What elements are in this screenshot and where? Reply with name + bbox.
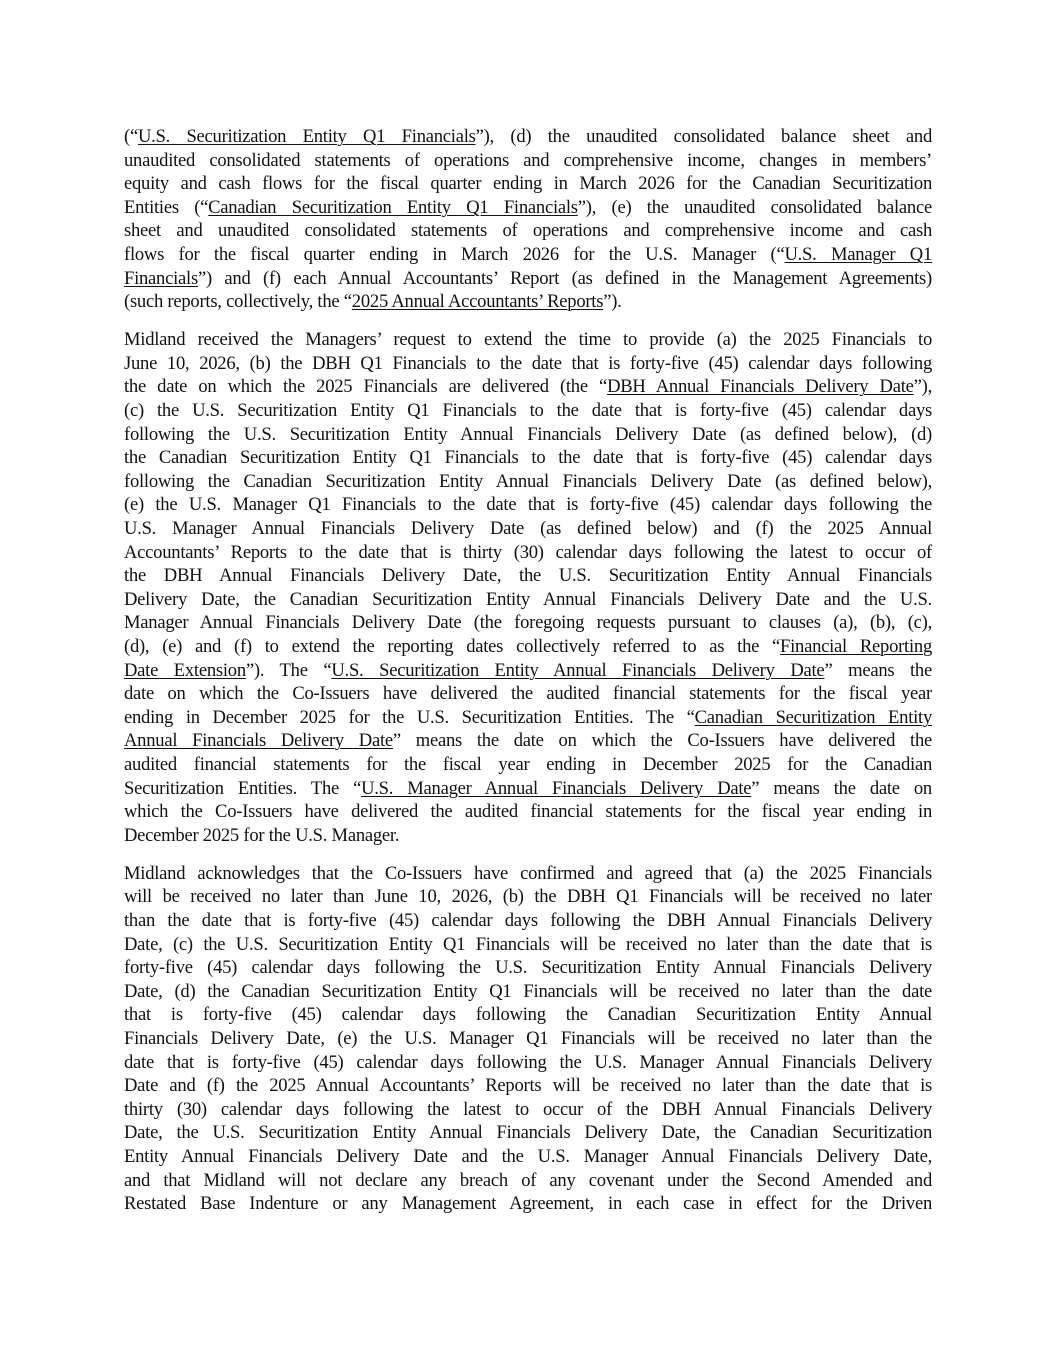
text-run: December 2025 for the U.S. Manager. [124,824,400,846]
text-run: sheet and unaudited consolidated statements of operations and comprehensive income and cash [124,220,932,242]
text-line [124,1169,932,1193]
text-run: U.S. Manager Annual Financials Delivery Date (as defined below) and (f) the 2025 Annual [124,518,932,539]
text-line [124,1098,932,1122]
defined-term: U.S. Securitization Entity Annual Financials Delivery Date [331,659,825,681]
text-run: the DBH Annual Financials Delivery Date, the U.S. Securitization Entity Annual Financials [124,565,932,587]
text-line [124,1192,932,1216]
text-run: Financials Delivery Date, (e) the U.S. Manager Q1 Financials will be received no later than the [124,1027,932,1049]
text-run: the date on which the 2025 Financials are delivered (the “ [124,376,608,398]
text-run: Delivery Date, the Canadian Securitization Entity Annual Financials Delivery Date and the U.S. [124,588,932,610]
defined-term: Financial Reporting [780,635,932,657]
text-run: flows for the fiscal quarter ending in March 2026 for the U.S. Manager (“ [124,243,785,265]
defined-term: Canadian Securitization Entity Q1 Financials [208,196,578,218]
text-line [124,588,932,612]
text-line [124,1145,932,1169]
text-run: thirty (30) calendar days following the latest to occur of the DBH Annual Financials Delivery [124,1098,932,1120]
text-run: will be received no later than June 10, 2026, (b) the DBH Q1 Financials will be received no later [124,886,932,908]
text-run: (d), (e) and (f) to extend the reporting dates collectively referred to as the “ [124,635,781,657]
text-run: following the U.S. Securitization Entity Annual Financials Delivery Date (as defined below), (d) [124,423,932,445]
text-run: Accountants’ Reports to the date that is thirty (30) calendar days following the latest to occur of [124,541,932,563]
text-run: unaudited consolidated statements of operations and comprehensive income, changes in members’ [124,149,932,171]
text-line [124,541,932,565]
text-run: Midland acknowledges that the Co-Issuers have confirmed and agreed that (a) the 2025 Financials [124,862,932,884]
text-run: June 10, 2026, (b) the DBH Q1 Financials to the date that is forty-five (45) calendar days following [124,352,932,374]
defined-term: U.S. Manager Q1 [784,243,933,265]
text-run: Restated Base Indenture or any Management Agreement, in each case in effect for the Driven [124,1193,932,1215]
document-page [124,125,932,1230]
text-run: (c) the U.S. Securitization Entity Q1 Financials to the date that is forty-five (45) calendar days [124,400,932,422]
text-run: (such reports, collectively, the “ [124,291,352,313]
text-run: the Canadian Securitization Entity Q1 Financials to the date that is forty-five (45) calendar days [124,447,932,469]
defined-term: U.S. Manager Annual Financials Delivery Date [361,777,752,799]
text-line [124,1003,932,1027]
text-run: Manager Annual Financials Delivery Date (the foregoing requests pursuant to clauses (a), (b), (c), [124,612,932,634]
text-run: Date and (f) the 2025 Annual Accountants’ Reports will be received no later than the date that is [124,1075,932,1097]
text-run: Date, (d) the Canadian Securitization Entity Q1 Financials will be received no later than the date [124,980,932,1002]
text-line [124,706,932,730]
text-run: ”). The “ [245,659,332,681]
text-run: (“ [124,126,138,147]
paragraph-extension-request [124,328,932,847]
text-line [124,149,932,173]
text-line [124,1051,932,1075]
text-line [124,219,932,243]
text-line [124,1074,932,1098]
text-line [124,196,932,220]
text-run: ending in December 2025 for the U.S. Securitization Entities. The “ [124,706,695,728]
text-line [124,1121,932,1145]
text-run: Entity Annual Financials Delivery Date and the U.S. Manager Annual Financials Delivery Date, [124,1145,932,1167]
defined-term: Canadian Securitization Entity [694,706,932,728]
text-run: following the Canadian Securitization Entity Annual Financials Delivery Date (as defined below), [124,470,932,492]
text-run: ”), (d) the unaudited consolidated balance sheet and [475,126,932,147]
defined-term: U.S. Securitization Entity Q1 Financials [137,126,476,147]
text-run: ” means the date on which the Co-Issuers have delivered the [392,730,932,752]
text-run: ” means the date on [751,777,932,799]
text-line [124,446,932,470]
text-run: ”), [913,376,932,398]
text-line [124,729,932,753]
text-run: which the Co-Issuers have delivered the audited financial statements for the fiscal year ending in [124,801,932,823]
text-run: and that Midland will not declare any breach of any covenant under the Second Amended and [124,1169,932,1191]
text-line [124,375,932,399]
text-line [124,933,932,957]
text-run: ”) and (f) each Annual Accountants’ Report (as defined in the Management Agreements) [197,267,932,289]
text-run: Entities (“ [124,196,209,218]
text-line [124,824,932,848]
paragraph-defined-terms-continued [124,125,932,314]
text-run: date that is forty-five (45) calendar days following the U.S. Manager Annual Financials Delivery [124,1051,932,1073]
text-line [124,909,932,933]
paragraph-acknowledgement [124,862,932,1216]
text-line [124,635,932,659]
text-line [124,800,932,824]
text-run: Midland received the Managers’ request to extend the time to provide (a) the 2025 Financials to [124,329,932,351]
text-line [124,777,932,801]
text-line [124,682,932,706]
text-run: ” means the [824,659,932,681]
text-line [124,1027,932,1051]
text-run: date on which the Co-Issuers have delivered the audited financial statements for the fiscal year [124,683,932,705]
text-line [124,470,932,494]
text-line [124,885,932,909]
text-run: forty-five (45) calendar days following the U.S. Securitization Entity Annual Financials Delivery [124,957,932,979]
text-run: equity and cash flows for the fiscal quarter ending in March 2026 for the Canadian Securitization [124,173,932,195]
defined-term: Date Extension [124,659,246,681]
text-run: than the date that is forty-five (45) calendar days following the DBH Annual Financials Delivery [124,910,932,931]
text-line [124,980,932,1004]
text-line [124,956,932,980]
text-line [124,564,932,588]
text-line [124,290,932,314]
text-line [124,172,932,196]
defined-term: 2025 Annual Accountants’ Reports [351,291,604,313]
text-line [124,753,932,777]
text-run: Securitization Entities. The “ [124,777,362,799]
text-line [124,493,932,517]
text-run: Date, the U.S. Securitization Entity Annual Financials Delivery Date, the Canadian Securitization [124,1122,932,1144]
text-line [124,517,932,541]
text-run: ”). [603,291,622,313]
text-line [124,862,932,886]
text-line [124,399,932,423]
text-line [124,352,932,376]
text-line [124,328,932,352]
text-line [124,243,932,267]
text-run: that is forty-five (45) calendar days following the Canadian Securitization Entity Annual [124,1004,932,1026]
defined-term: Financials [124,267,198,289]
text-line [124,267,932,291]
text-run: ”), (e) the unaudited consolidated balance [577,196,932,218]
text-line [124,659,932,683]
text-run: audited financial statements for the fiscal year ending in December 2025 for the Canadian [124,753,932,775]
defined-term: DBH Annual Financials Delivery Date [607,376,914,398]
defined-term: Annual Financials Delivery Date [124,730,393,752]
text-line [124,423,932,447]
text-line [124,125,932,149]
text-run: (e) the U.S. Manager Q1 Financials to the date that is forty-five (45) calendar days following the [124,494,932,516]
text-run: Date, (c) the U.S. Securitization Entity Q1 Financials will be received no later than the date that is [124,933,932,955]
text-line [124,611,932,635]
